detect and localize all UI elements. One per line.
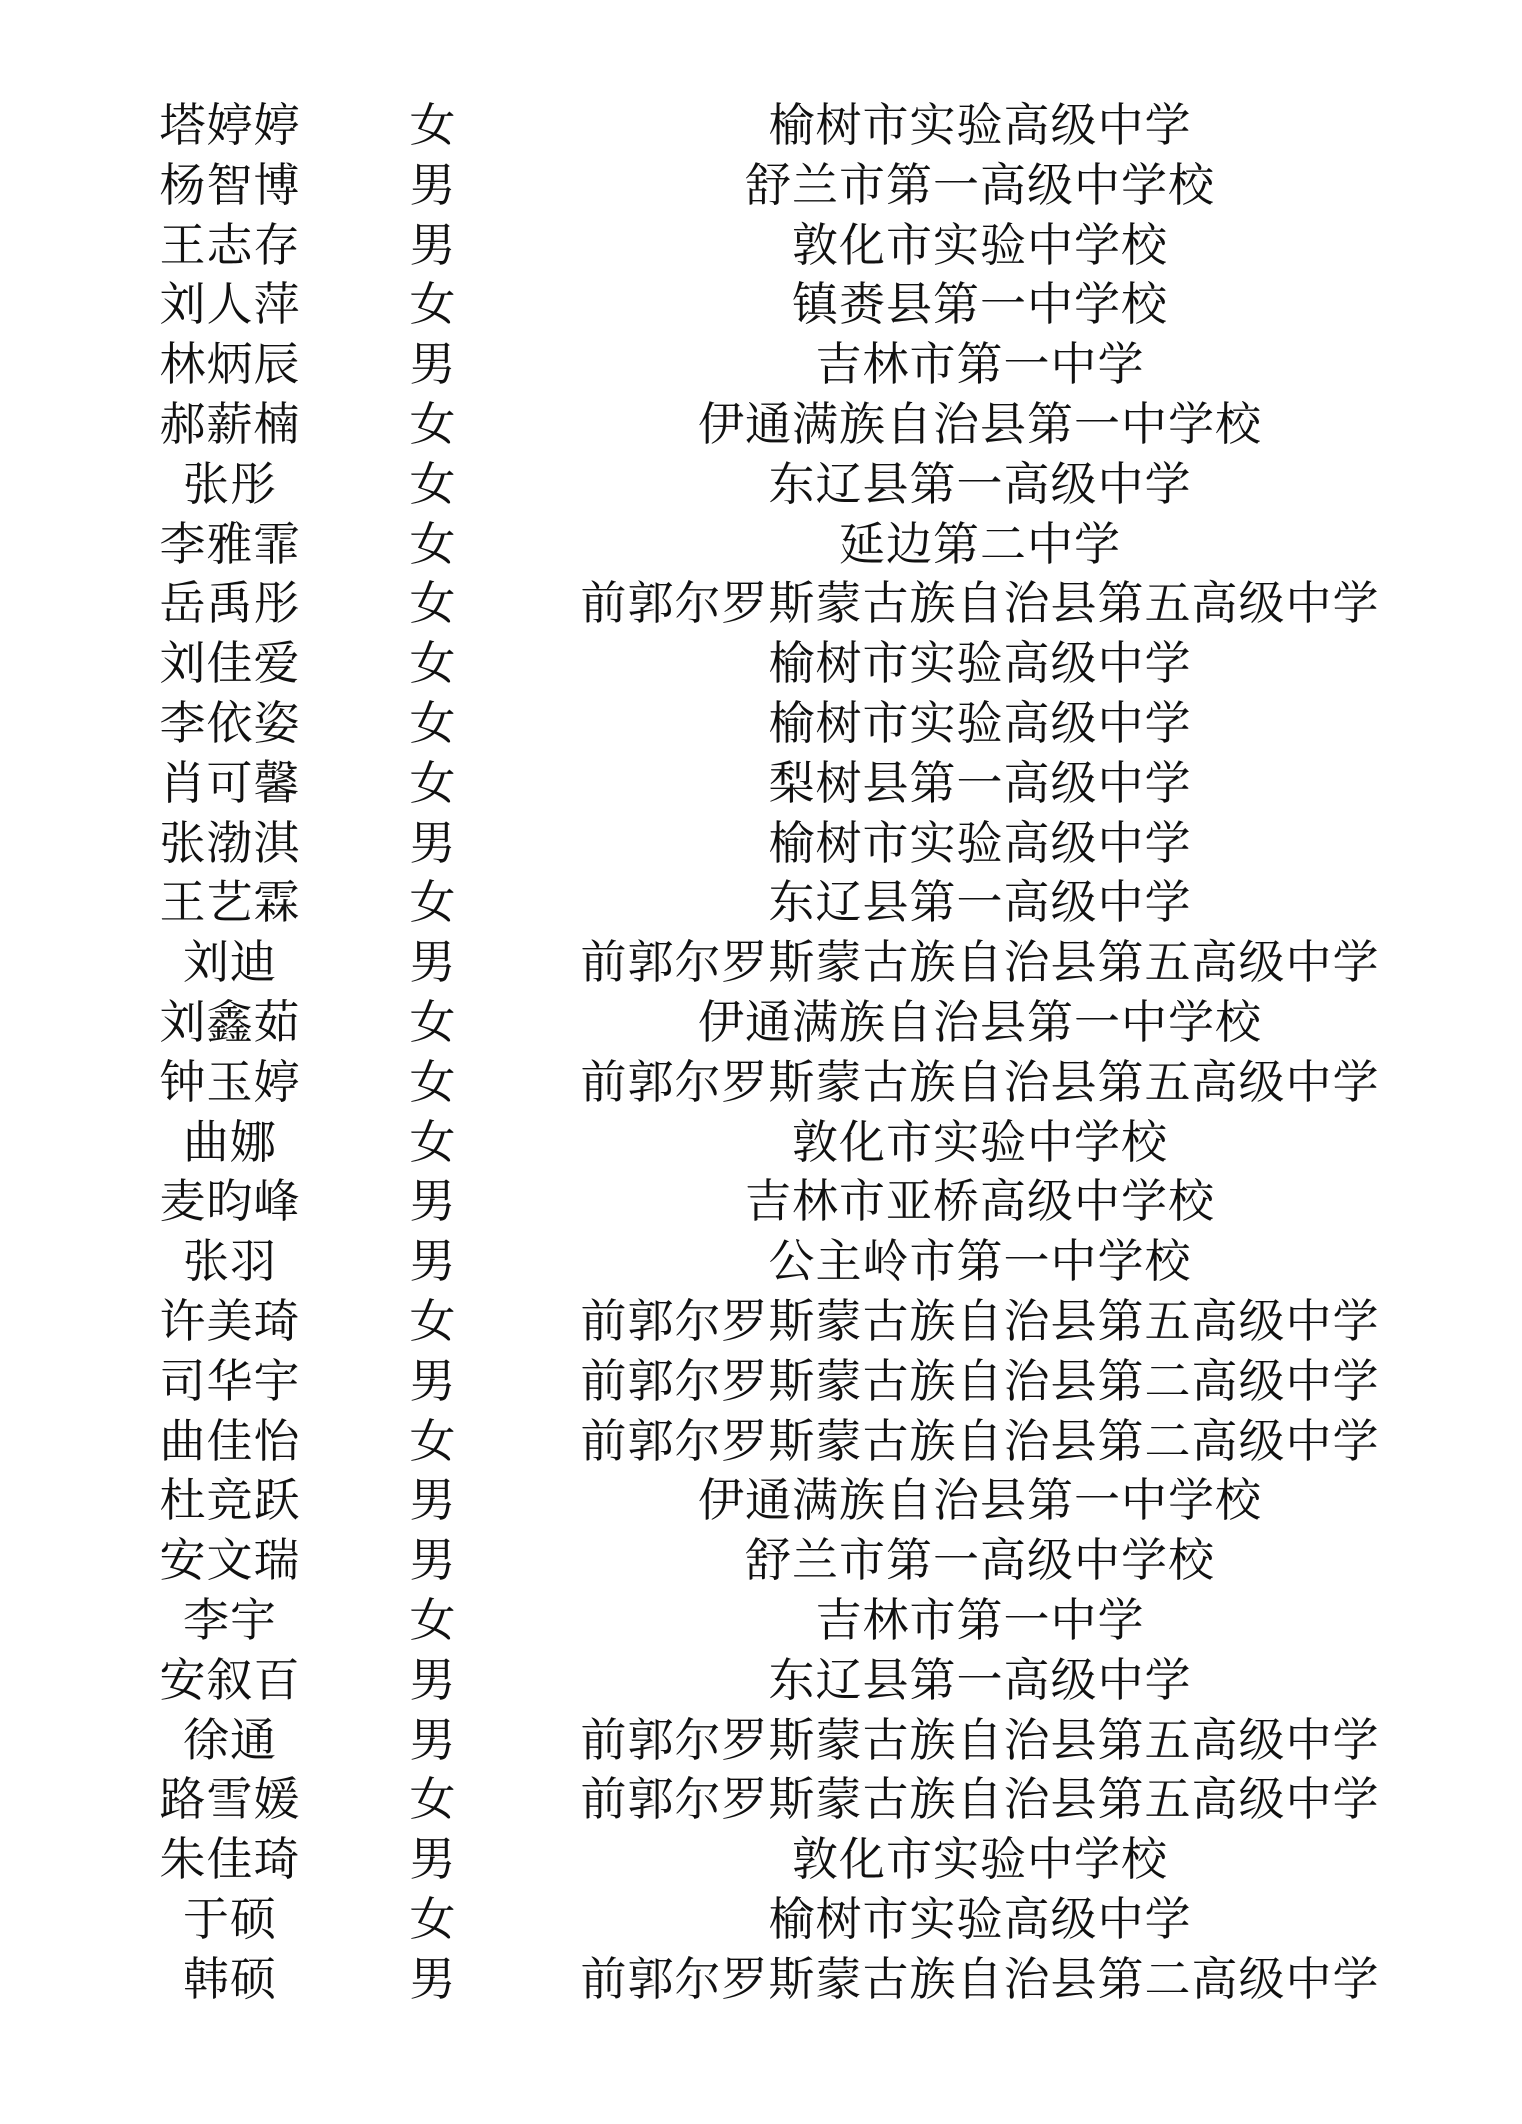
student-school: 前郭尔罗斯蒙古族自治县第二高级中学	[580, 1413, 1380, 1468]
student-school: 东辽县第一高级中学	[768, 875, 1192, 930]
roster-row	[0, 1172, 1522, 1232]
roster-row	[0, 814, 1522, 874]
student-name: 刘鑫茹	[159, 994, 301, 1049]
student-gender: 男	[409, 217, 457, 272]
student-gender: 男	[409, 1652, 457, 1707]
student-school: 前郭尔罗斯蒙古族自治县第五高级中学	[580, 576, 1380, 631]
roster-row	[0, 574, 1522, 634]
student-school: 镇赉县第一中学校	[792, 277, 1168, 332]
student-name: 张彤	[183, 456, 277, 511]
student-name: 曲佳怡	[159, 1413, 301, 1468]
student-school: 公主岭市第一中学校	[768, 1234, 1192, 1289]
student-gender: 女	[409, 396, 457, 451]
student-gender: 男	[409, 1712, 457, 1767]
roster-row	[0, 335, 1522, 395]
student-school: 前郭尔罗斯蒙古族自治县第二高级中学	[580, 1353, 1380, 1408]
student-school: 榆树市实验高级中学	[768, 1891, 1192, 1946]
student-gender: 女	[409, 277, 457, 332]
student-name: 韩硕	[183, 1951, 277, 2006]
student-name: 肖可馨	[159, 755, 301, 810]
roster-row	[0, 1890, 1522, 1950]
student-gender: 女	[409, 1891, 457, 1946]
student-school: 榆树市实验高级中学	[768, 98, 1192, 152]
student-name: 刘迪	[183, 935, 277, 990]
roster-row	[0, 1053, 1522, 1113]
student-name: 司华宇	[159, 1353, 301, 1408]
roster-row	[0, 515, 1522, 575]
student-gender: 男	[409, 1473, 457, 1528]
roster-row	[0, 634, 1522, 694]
student-school: 梨树县第一高级中学	[768, 755, 1192, 810]
roster-row	[0, 754, 1522, 814]
student-school: 伊通满族自治县第一中学校	[698, 1473, 1262, 1528]
student-school: 延边第二中学	[839, 516, 1121, 571]
roster-row	[0, 216, 1522, 276]
student-gender: 女	[409, 516, 457, 571]
student-name: 许美琦	[159, 1293, 301, 1348]
roster-row	[0, 1711, 1522, 1771]
roster-row	[0, 1412, 1522, 1472]
student-school: 榆树市实验高级中学	[768, 815, 1192, 870]
roster-row	[0, 455, 1522, 515]
student-school: 前郭尔罗斯蒙古族自治县第五高级中学	[580, 935, 1380, 990]
student-gender: 男	[409, 815, 457, 870]
roster-row	[0, 1591, 1522, 1651]
student-gender: 女	[409, 576, 457, 631]
student-gender: 女	[409, 875, 457, 930]
student-name: 王志存	[159, 217, 301, 272]
student-school: 伊通满族自治县第一中学校	[698, 396, 1262, 451]
student-gender: 男	[409, 1353, 457, 1408]
student-gender: 男	[409, 1174, 457, 1229]
student-name: 张渤淇	[159, 815, 301, 870]
student-school: 吉林市第一中学	[815, 1592, 1145, 1647]
student-name: 刘人萍	[159, 277, 301, 332]
student-gender: 女	[409, 1293, 457, 1348]
student-gender: 男	[409, 935, 457, 990]
student-name: 塔婷婷	[159, 98, 301, 152]
roster-row	[0, 1830, 1522, 1890]
roster-row	[0, 1232, 1522, 1292]
roster-row	[0, 1651, 1522, 1711]
student-name: 林炳辰	[159, 337, 301, 392]
roster-row	[0, 156, 1522, 216]
student-school: 敦化市实验中学校	[792, 1832, 1168, 1887]
student-roster	[0, 96, 1522, 2010]
roster-row	[0, 96, 1522, 156]
roster-row	[0, 1471, 1522, 1531]
student-school: 敦化市实验中学校	[792, 217, 1168, 272]
student-school: 榆树市实验高级中学	[768, 636, 1192, 691]
student-school: 东辽县第一高级中学	[768, 456, 1192, 511]
roster-row	[0, 1352, 1522, 1412]
roster-row	[0, 275, 1522, 335]
student-name: 杨智博	[159, 157, 301, 212]
student-name: 王艺霖	[159, 875, 301, 930]
student-gender: 女	[409, 98, 457, 152]
roster-row	[0, 694, 1522, 754]
roster-row	[0, 395, 1522, 455]
student-name: 于硕	[183, 1891, 277, 1946]
student-gender: 女	[409, 456, 457, 511]
student-school: 前郭尔罗斯蒙古族自治县第五高级中学	[580, 1293, 1380, 1348]
student-gender: 女	[409, 1592, 457, 1647]
student-gender: 女	[409, 994, 457, 1049]
roster-row	[0, 993, 1522, 1053]
student-name: 徐通	[183, 1712, 277, 1767]
student-name: 麦昀峰	[159, 1174, 301, 1229]
student-school: 舒兰市第一高级中学校	[745, 1533, 1215, 1588]
roster-row	[0, 873, 1522, 933]
student-gender: 女	[409, 1772, 457, 1827]
student-gender: 女	[409, 695, 457, 750]
student-gender: 女	[409, 755, 457, 810]
student-school: 前郭尔罗斯蒙古族自治县第二高级中学	[580, 1951, 1380, 2006]
student-school: 吉林市亚桥高级中学校	[745, 1174, 1215, 1229]
student-gender: 男	[409, 1832, 457, 1887]
student-name: 杜竞跃	[159, 1473, 301, 1528]
student-school: 伊通满族自治县第一中学校	[698, 994, 1262, 1049]
student-gender: 女	[409, 1114, 457, 1169]
student-name: 安文瑞	[159, 1533, 301, 1588]
student-gender: 男	[409, 1234, 457, 1289]
student-school: 前郭尔罗斯蒙古族自治县第五高级中学	[580, 1772, 1380, 1827]
student-gender: 女	[409, 636, 457, 691]
student-name: 钟玉婷	[159, 1054, 301, 1109]
student-name: 曲娜	[183, 1114, 277, 1169]
student-name: 李宇	[183, 1592, 277, 1647]
student-name: 刘佳爱	[159, 636, 301, 691]
roster-row	[0, 1292, 1522, 1352]
student-school: 前郭尔罗斯蒙古族自治县第五高级中学	[580, 1054, 1380, 1109]
roster-row	[0, 1113, 1522, 1173]
student-school: 舒兰市第一高级中学校	[745, 157, 1215, 212]
student-school: 东辽县第一高级中学	[768, 1652, 1192, 1707]
student-name: 郝薪楠	[159, 396, 301, 451]
student-gender: 男	[409, 1533, 457, 1588]
roster-row	[0, 1531, 1522, 1591]
roster-row	[0, 1770, 1522, 1830]
student-name: 李依姿	[159, 695, 301, 750]
student-name: 朱佳琦	[159, 1832, 301, 1887]
student-gender: 女	[409, 1054, 457, 1109]
roster-row	[0, 1950, 1522, 2010]
student-gender: 女	[409, 1413, 457, 1468]
student-school: 吉林市第一中学	[815, 337, 1145, 392]
student-name: 岳禹彤	[159, 576, 301, 631]
student-gender: 男	[409, 337, 457, 392]
student-gender: 男	[409, 157, 457, 212]
student-name: 张羽	[183, 1234, 277, 1289]
roster-row	[0, 933, 1522, 993]
student-name: 安叙百	[159, 1652, 301, 1707]
student-school: 榆树市实验高级中学	[768, 695, 1192, 750]
student-school: 敦化市实验中学校	[792, 1114, 1168, 1169]
student-name: 李雅霏	[159, 516, 301, 571]
student-gender: 男	[409, 1951, 457, 2006]
student-school: 前郭尔罗斯蒙古族自治县第五高级中学	[580, 1712, 1380, 1767]
student-name: 路雪媛	[159, 1772, 301, 1827]
